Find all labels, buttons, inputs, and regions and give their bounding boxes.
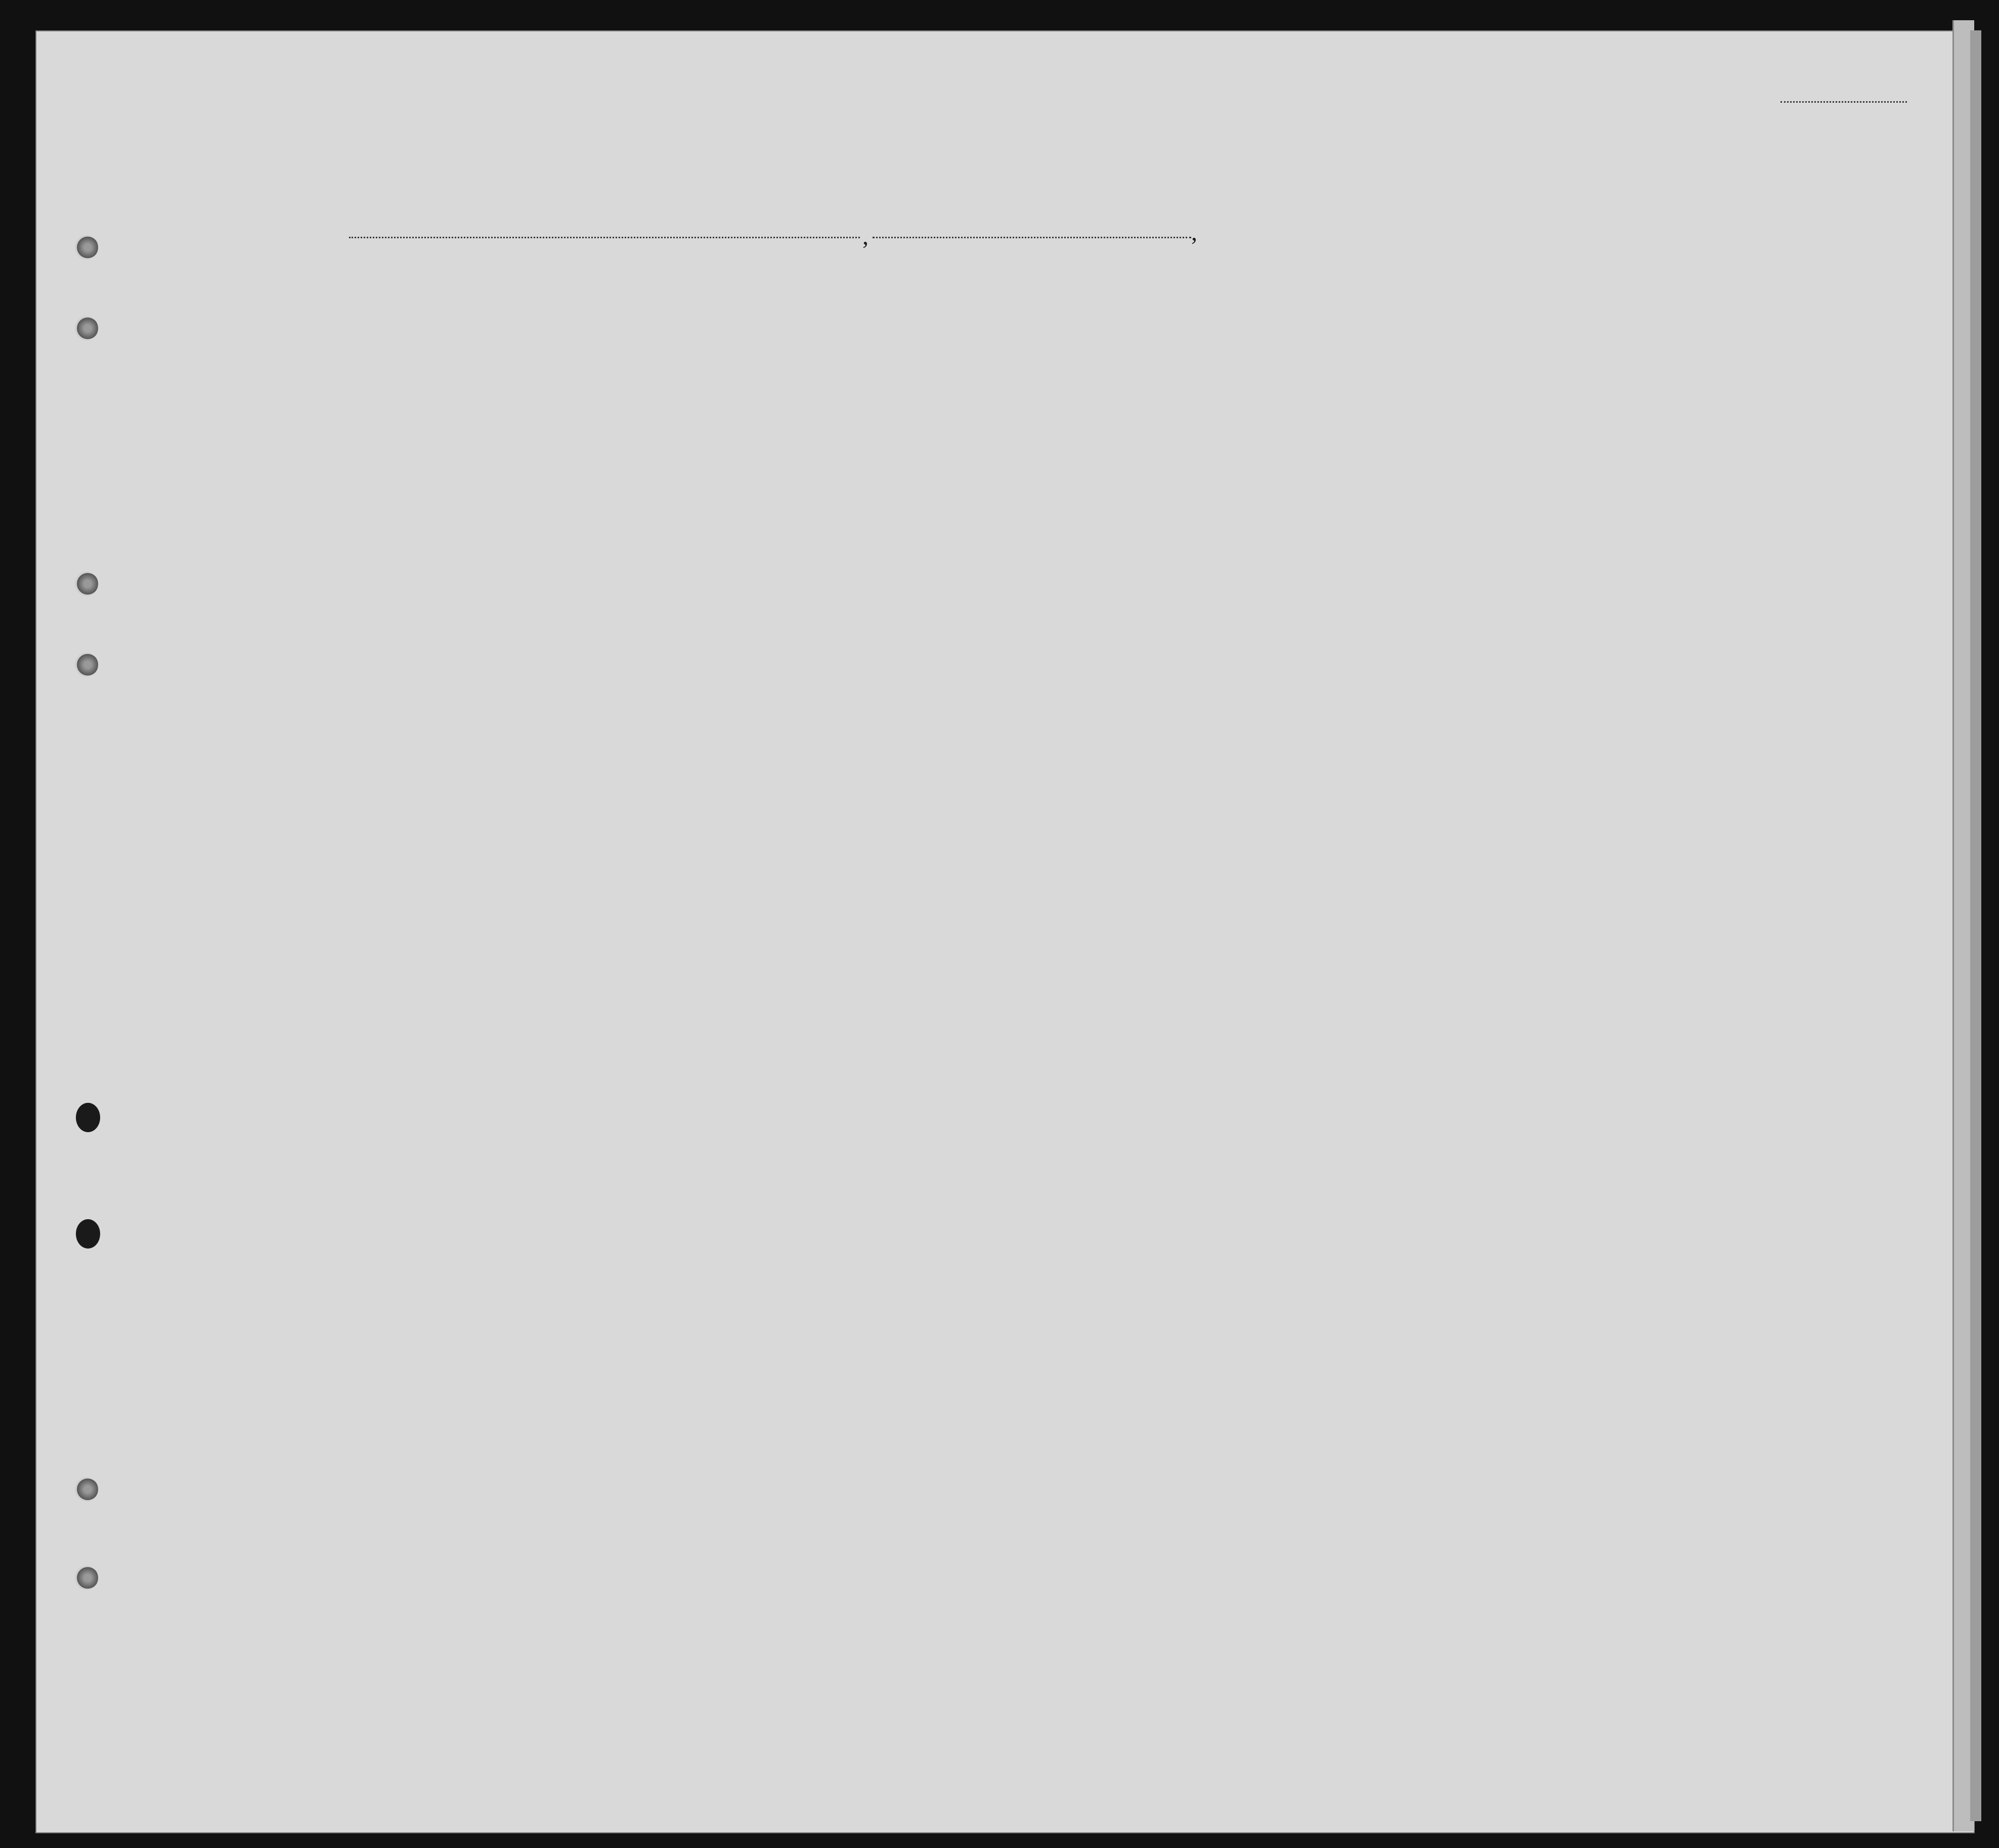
comma: , (1191, 219, 1197, 246)
feet-header (1639, 384, 1659, 425)
anarchist-header (1348, 301, 1371, 427)
arrested-header (1490, 301, 1510, 427)
purpose-return-header (1166, 326, 1211, 427)
fifty-dollars-header (706, 298, 733, 427)
citizen-header (1247, 326, 1277, 427)
excluded-header (1467, 301, 1487, 427)
polygamist-header (1323, 301, 1345, 427)
prison-header (1280, 301, 1318, 427)
length-stay-header (1214, 326, 1247, 427)
comma: , (862, 223, 868, 250)
overthrow-header (1373, 301, 1429, 427)
contract-header (1431, 301, 1464, 427)
ticket-header (582, 298, 612, 427)
inches-header (1659, 384, 1682, 425)
